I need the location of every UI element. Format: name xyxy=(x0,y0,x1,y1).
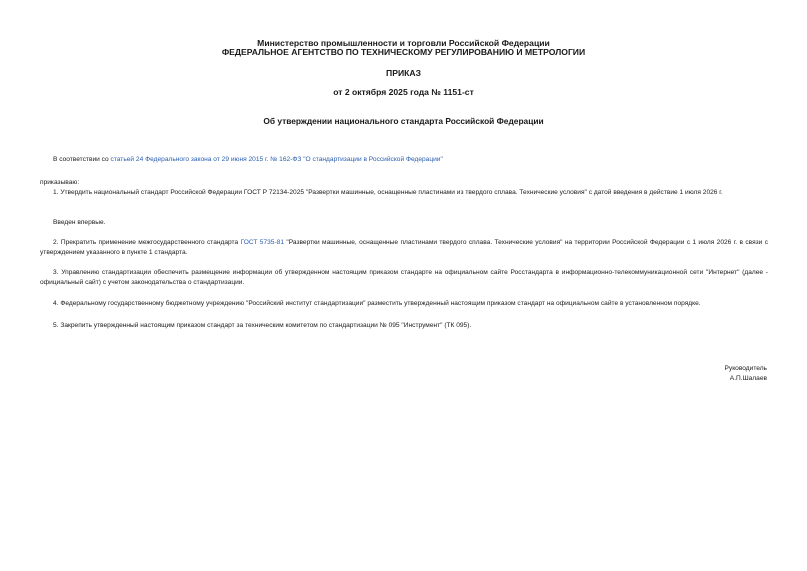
signatory-name: А.П.Шалаев xyxy=(729,375,767,382)
order-date-number: от 2 октября 2025 года № 1151-ст xyxy=(333,87,474,97)
order-subject: Об утверждении национального стандарта Российской Федерации xyxy=(263,116,544,126)
document-type-title: ПРИКАЗ xyxy=(386,68,421,78)
gost-5735-81-link[interactable]: ГОСТ 5735-81 xyxy=(240,239,284,246)
item-2-paragraph xyxy=(40,238,768,258)
signatory-role: Руководитель xyxy=(724,365,767,372)
item-3-paragraph: 3. Управлению стандартизации обеспечить размещение информации об утвержденном настоящим приказом стандарте на официальном сайте Росстандарта в информационно-телекоммуникационной сети "Интернет" (далее - официальный сайт) с учетом законодательства о стандартизации. xyxy=(40,269,768,287)
ministry-title: Министерство промышленности и торговли Российской Федерации xyxy=(257,38,550,48)
item-1-paragraph: 1. Утвердить национальный стандарт Российской Федерации ГОСТ Р 72134-2025 "Развертки машинные, оснащенные пластинами из твердого сплава. Технические условия" с датой введения в действие 1 июля 2026 г. xyxy=(53,189,723,196)
introduced-first-note: Введен впервые. xyxy=(53,219,106,226)
order-word: приказываю: xyxy=(40,179,80,186)
agency-title: ФЕДЕРАЛЬНОЕ АГЕНТСТВО ПО ТЕХНИЧЕСКОМУ РЕГУЛИРОВАНИЮ И МЕТРОЛОГИИ xyxy=(221,47,586,57)
item-2-prefix: 2. Прекратить применение межгосударственного стандарта xyxy=(53,239,241,246)
item-2-suffix: "Развертки машинные, оснащенные пластинами твердого сплава. Технические условия" на территории Российской Федерации с 1 июля 2026 г. в связи с утверждением указанного в пункте 1 стандарта. xyxy=(40,239,769,257)
intro-paragraph xyxy=(40,155,768,165)
federal-law-link[interactable]: статьей 24 Федерального закона от 29 июня 2015 г. № 162-ФЗ "О стандартизации в Российской Федерации" xyxy=(110,156,443,163)
intro-prefix: В соответствии со xyxy=(53,156,111,163)
item-5-paragraph: 5. Закрепить утвержденный настоящим приказом стандарт за техническим комитетом по стандартизации № 095 "Инструмент" (ТК 095). xyxy=(53,322,472,329)
item-4-paragraph: 4. Федеральному государственному бюджетному учреждению "Российский институт стандартизации" разместить утвержденный настоящим приказом стандарт на официальном сайте в установленном порядке. xyxy=(53,300,701,307)
